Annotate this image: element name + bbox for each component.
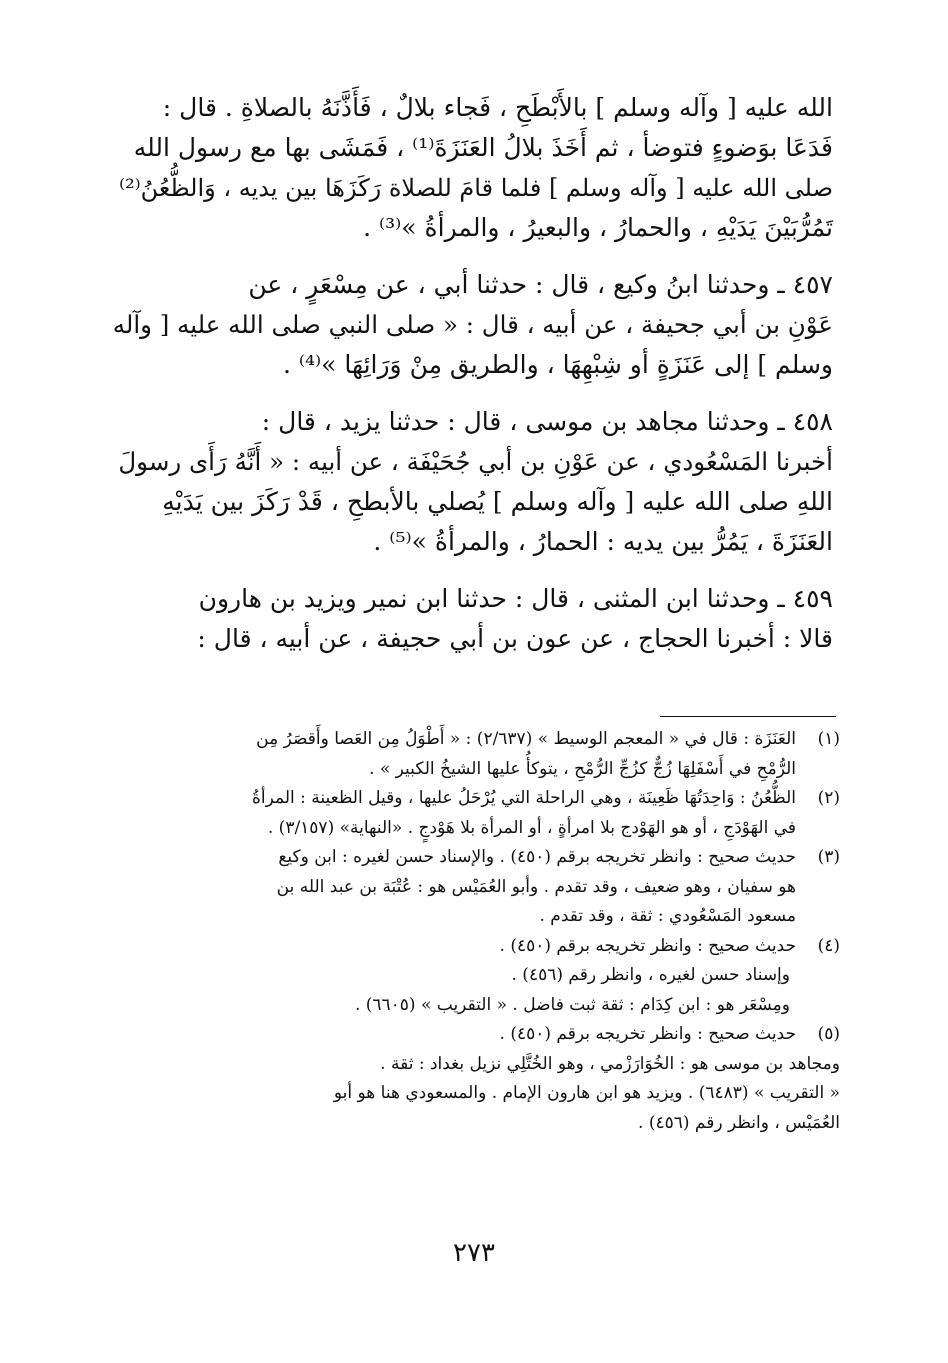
text-line: فَدَعَا بوَضوءٍ فتوضأ ، ثم أَخَذَ بلالُ العَنَزَةَ⁽¹⁾ ، فَمَشَى بها مع رسول الله bbox=[133, 133, 833, 162]
footnote-line: الرُّمْحِ في أَسْفَلِهَا زُجٌّ كزُجِّ الرُّمْحِ ، يتوكأُ عليها الشيخُ الكبير » . bbox=[369, 758, 796, 779]
footnote-body bbox=[100, 725, 796, 784]
main-text bbox=[112, 88, 833, 676]
footnote-line: هو سفيان ، وهو ضعيف ، وقد تقدم . وأبو العُمَيْس هو : عُتْبَة بن عبد الله بن bbox=[276, 876, 796, 897]
footnote-line: مسعود المَسْعُودي : ثقة ، وقد تقدم . bbox=[539, 906, 796, 926]
footnote-line: حديث صحيح : وانظر تخريجه برقم (٤٥٠) . bbox=[499, 1024, 796, 1044]
text-line: العَنَزَةَ ، يَمُرُّ بين يديه : الحمارُ ، والمرأةُ »⁽⁵⁾ . bbox=[373, 527, 833, 556]
text-line: ٤٥٨ ـ وحدثنا مجاهد بن موسى ، قال : حدثنا يزيد ، قال : bbox=[261, 407, 833, 436]
footnote-line: الظُّعُنُ : وَاحِدَتُهَا ظَعِينَة ، وهي الراحلة التي يُرْحَلُ عليها ، وقيل الظعينة : المرأةُ bbox=[251, 788, 796, 808]
text-line: صلى الله عليه [ وآله وسلم ] فلما قامَ للصلاة رَكَزَهَا بين يديه ، وَالظُّعُنُ⁽²⁾ bbox=[119, 174, 833, 202]
footnote-5-continuation bbox=[100, 1050, 840, 1139]
text-line: أخبرنا المَسْعُودي ، عن عَوْنِ بن أبي جُحَيْفَة ، عن أبيه : « أَنَّهُ رَأَى رسولَ bbox=[118, 447, 833, 476]
hadith-458 bbox=[112, 402, 833, 562]
footnote-5 bbox=[100, 1020, 840, 1050]
footnote-number: (٤) bbox=[817, 935, 840, 956]
footnote-body bbox=[100, 843, 796, 932]
footnote-line: العَنَزَة : قال في « المعجم الوسيط » (٢/٦٣٧) : « أَطْوَلُ مِن العَصا وأَقصَرُ مِن bbox=[256, 729, 796, 749]
text-line: عَوْنِ بن أبي جحيفة ، عن أبيه ، قال : « صلى النبي صلى الله عليه [ وآله bbox=[112, 310, 833, 339]
footnote-line: « التقريب » (٦٤٨٣) . ويزيد هو ابن هارون الإمام . والمسعودي هنا هو أبو bbox=[333, 1083, 840, 1103]
text-line: قالا : أخبرنا الحجاج ، عن عون بن أبي حجيفة ، عن أبيه ، قال : bbox=[197, 624, 833, 653]
text-line: وسلم ] إلى عَنَزَةٍ أو شِبْهِهَا ، والطريق مِنْ وَرَائِهَا »⁽⁴⁾ . bbox=[282, 350, 833, 379]
footnotes bbox=[100, 725, 840, 1138]
text-line: تَمُرُّبَيْنَ يَدَيْهِ ، والحمارُ ، والبعيرُ ، والمرأةُ »⁽³⁾ . bbox=[363, 213, 833, 242]
text-line: الله عليه [ وآله وسلم ] بالأَبْطَحِ ، فَجاء بلالٌ ، فَأَذَّنَهُ بالصلاةِ . قال : bbox=[162, 93, 833, 122]
footnote-line: في الهَوْدَجِ ، أو هو الهَوْدج بلا امرأةٍ ، أو المرأة بلا هَوْدجٍ . «النهاية» (٣/١٥٧) . bbox=[267, 817, 796, 838]
text-line: ٤٥٧ ـ وحدثنا ابنُ وكيع ، قال : حدثنا أبي ، عن مِسْعَرٍ ، عن bbox=[248, 270, 833, 299]
text-line: ٤٥٩ ـ وحدثنا ابن المثنى ، قال : حدثنا ابن نمير ويزيد بن هارون bbox=[198, 584, 833, 613]
hadith-459 bbox=[112, 579, 833, 659]
footnote-3 bbox=[100, 843, 840, 932]
footnote-line: ومجاهد بن موسى هو : الخُوَارَزْمي ، وهو الخُتَّلِي نزيل بغداد : ثقة . bbox=[380, 1053, 840, 1074]
footnote-number: (٣) bbox=[817, 847, 840, 867]
footnote-body bbox=[100, 932, 796, 1021]
footnote-1 bbox=[100, 725, 840, 784]
footnote-line: ومِسْعَر هو : ابن كِدَام : ثقة ثبت فاضل . « التقريب » (٦٦٠٥) . bbox=[354, 994, 790, 1015]
hadith-457 bbox=[112, 265, 833, 385]
footnote-2 bbox=[100, 784, 840, 843]
footnote-line: حديث صحيح : وانظر تخريجه برقم (٤٥٠) . والإسناد حسن لغيره : ابن وكيع bbox=[278, 847, 796, 867]
paragraph-continuation bbox=[112, 88, 833, 248]
footnote-line: حديث صحيح : وانظر تخريجه برقم (٤٥٠) . bbox=[499, 935, 796, 956]
footnote-number: (٥) bbox=[817, 1024, 840, 1044]
footnote-line: وإسناد حسن لغيره ، وانظر رقم (٤٥٦) . bbox=[511, 965, 790, 985]
footnote-body bbox=[100, 784, 796, 843]
footnote-line: العُمَيْس ، وانظر رقم (٤٥٦) . bbox=[638, 1112, 840, 1133]
footnote-4 bbox=[100, 932, 840, 1021]
text-line: اللهِ صلى الله عليه [ وآله وسلم ] يُصلي بالأبطحِ ، قَدْ رَكَزَ بين يَدَيْهِ bbox=[162, 487, 833, 516]
footnote-body bbox=[100, 1020, 796, 1050]
footnote-number: (٢) bbox=[817, 788, 840, 808]
footnote-separator bbox=[660, 716, 836, 717]
page-number: ٢٧٣ bbox=[453, 1238, 495, 1268]
footnote-number: (١) bbox=[817, 729, 840, 749]
